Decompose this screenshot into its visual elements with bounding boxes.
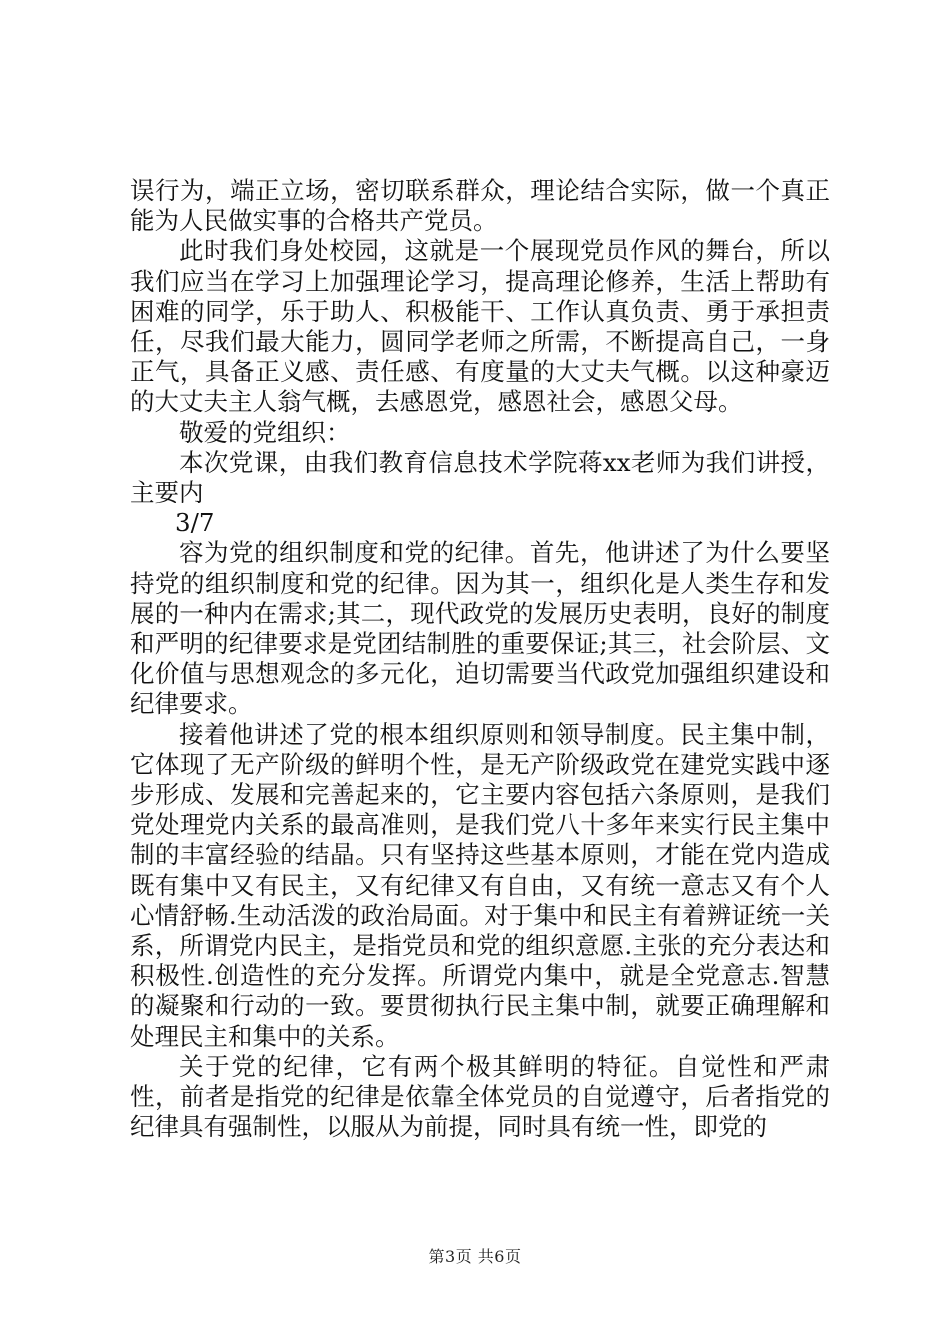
paragraph-6: 关于党的纪律，它有两个极其鲜明的特征。自觉性和严肃性，前者是指党的纪律是依靠全体党员的自觉遵守，后者指党的纪律具有强制性，以服从为前提，同时具有统一性，即党的 <box>130 1051 830 1142</box>
paragraph-1: 误行为，端正立场，密切联系群众，理论结合实际，做一个真正能为人民做实事的合格共产党员。 <box>130 176 830 236</box>
page-footer: 第3页 共6页 <box>428 1247 522 1266</box>
inline-page-marker: 3/7 <box>175 508 215 538</box>
paragraph-salutation: 敬爱的党组织： <box>179 417 351 447</box>
paragraph-5: 接着他讲述了党的根本组织原则和领导制度。民主集中制，它体现了无产阶级的鲜明个性，是无产阶级政党在建党实践中逐步形成、发展和完善起来的，它主要内容包括六条原则，是我们党处理党内关系的最高准则，是我们党八十多年来实行民主集中制的丰富经验的结晶。只有坚持这些基本原则，才能在党内造成既有集中又有民主，又有纪律又有自由，又有统一意志又有个人心情舒畅.生动活泼的政治局面。对于集中和民主有着辨证统一关系，所谓党内民主，是指党员和党的组织意愿.主张的充分表达和积极性.创造性的充分发挥。所谓党内集中，就是全党意志.智慧的凝聚和行动的一致。要贯彻执行民主集中制，就要正确理解和处理民主和集中的关系。 <box>130 719 830 1051</box>
paragraph-2: 此时我们身处校园，这就是一个展现党员作风的舞台，所以我们应当在学习上加强理论学习，提高理论修养，生活上帮助有困难的同学，乐于助人、积极能干、工作认真负责、勇于承担责任，尽我们最大能力，圆同学老师之所需，不断提高自己，一身正气，具备正义感、责任感、有度量的大丈夫气概。以这种豪迈的大丈夫主人翁气概，去感恩党，感恩社会，感恩父母。 <box>130 236 830 417</box>
document-body <box>130 176 830 1143</box>
paragraph-3: 本次党课，由我们教育信息技术学院蒋xx老师为我们讲授，主要内 <box>130 447 830 508</box>
paragraph-4: 容为党的组织制度和党的纪律。首先，他讲述了为什么要坚持党的组织制度和党的纪律。因为其一，组织化是人类生存和发展的一种内在需求;其二，现代政党的发展历史表明，良好的制度和严明的纪律要求是党团结制胜的重要保证;其三，社会阶层、文化价值与思想观念的多元化，迫切需要当代政党加强组织建设和纪律要求。 <box>130 538 830 719</box>
